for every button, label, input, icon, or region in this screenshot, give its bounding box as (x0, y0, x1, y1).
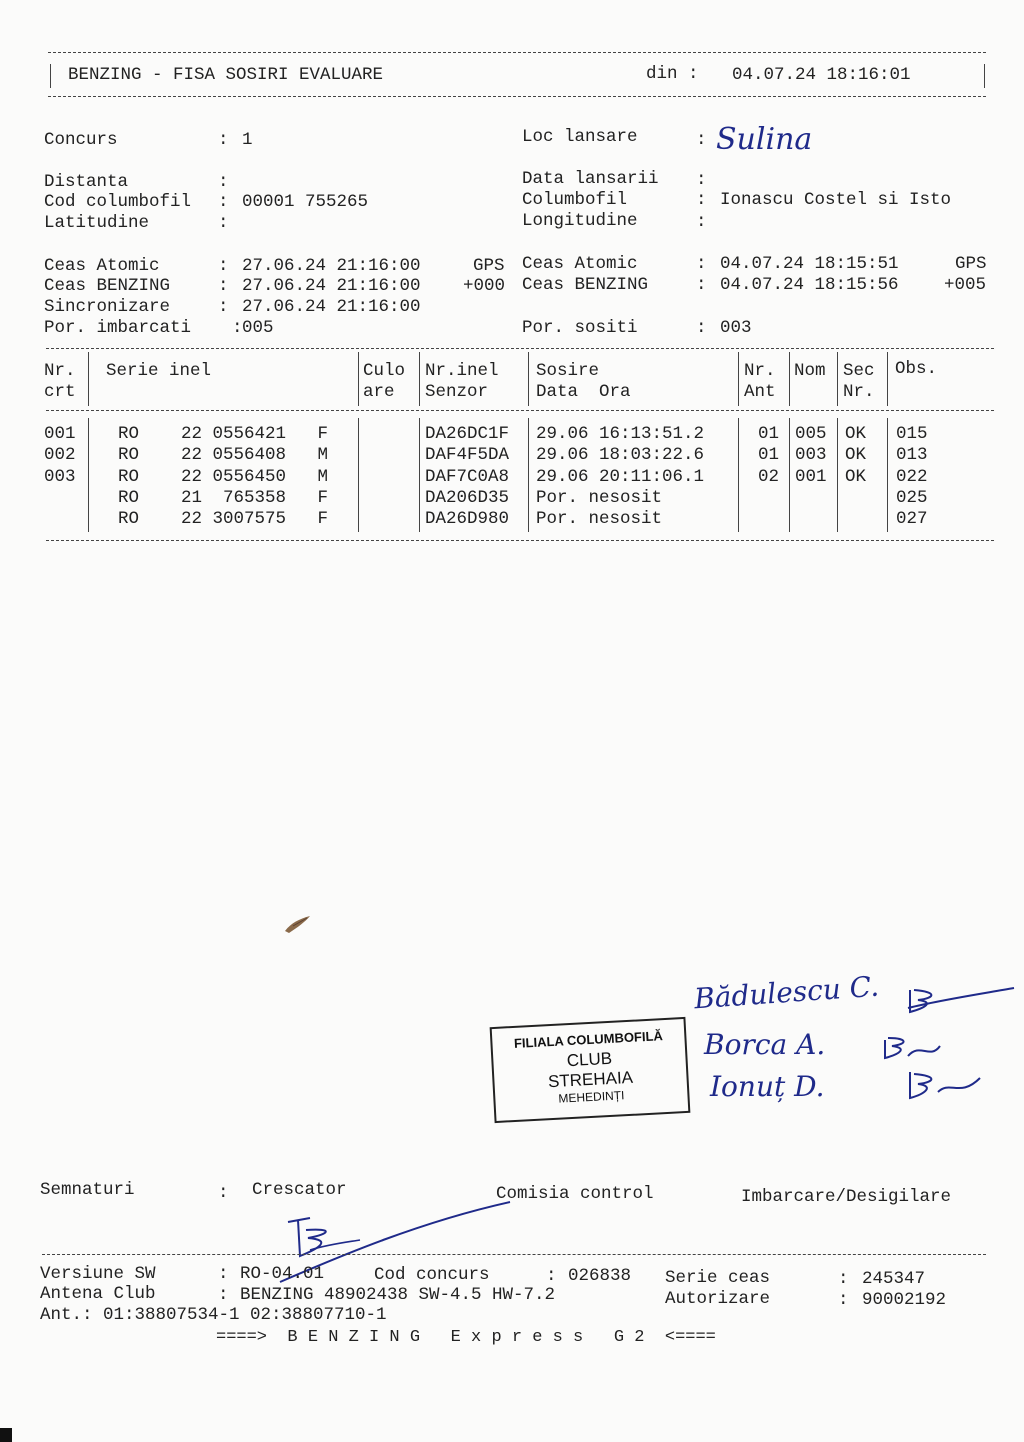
colon: : (696, 130, 707, 150)
ceas-atomic-suffix: GPS (955, 254, 987, 274)
feather-mark (283, 913, 313, 937)
cell-sosire: Por. nesosit (536, 487, 663, 508)
handwritten-signature-2: Borca A. (704, 1028, 826, 1061)
sincronizare-value: 27.06.24 21:16:00 (242, 297, 421, 317)
ceas-atomic-suffix: GPS (473, 256, 505, 276)
serie-ceas-label: Serie ceas (665, 1268, 771, 1288)
col-sep (887, 418, 888, 532)
col-sep (358, 352, 359, 406)
ceas-benzing-suffix: +005 (944, 275, 987, 295)
col-sep (88, 418, 89, 532)
colon: : (696, 212, 707, 232)
cell-sosire: Por. nesosit (536, 509, 663, 530)
stamp-line-1: FILIALA COLUMBOFILĂ (513, 1028, 664, 1051)
col-sep (837, 418, 838, 532)
columbofil-label: Columbofil (522, 190, 628, 210)
loc-lansare-label: Loc lansare (522, 127, 638, 147)
th-senzor: Senzor (425, 382, 489, 402)
th-sec: Sec (843, 361, 875, 381)
comisia-label: Comisia control (496, 1184, 654, 1204)
header-top-rule (48, 52, 986, 53)
cell-inel: DA26DC1F (425, 424, 510, 444)
latitudine-label: Latitudine (44, 213, 150, 233)
ant-line: Ant.: 01:38807534-1 02:38807710-1 (40, 1305, 387, 1325)
cell-sosire: 29.06 16:13:51.2 (536, 424, 705, 444)
ceas-benzing-label: Ceas BENZING (44, 276, 171, 296)
sositi-label: Por. sositi (522, 318, 638, 338)
cell-obs: 015 (896, 424, 928, 444)
header-right-bar (984, 64, 985, 88)
cell-serie: RO 21 765358 F (118, 487, 329, 508)
th-obs: Obs. (895, 359, 938, 379)
date-value: 04.07.24 18:16:01 (732, 65, 911, 85)
cell-ant: 01 (758, 445, 780, 466)
cell-sec: OK (845, 424, 867, 444)
cod-columbofil-value: 00001 755265 (242, 192, 369, 212)
cell-serie: RO 22 0556450 M (118, 466, 329, 487)
data-lansarii-label: Data lansarii (522, 169, 659, 189)
table-top-rule (46, 348, 994, 349)
col-sep (738, 418, 739, 532)
col-sep (837, 352, 838, 406)
serie-ceas-value: 245347 (862, 1269, 926, 1289)
col-sep (419, 352, 420, 406)
cell-obs: 027 (896, 509, 928, 530)
concurs-value: 1 (242, 130, 253, 150)
cell-nom: 003 (795, 445, 827, 466)
cell-nom: 001 (795, 466, 827, 487)
ceas-benzing-value: 04.07.24 18:15:56 (720, 275, 899, 295)
ceas-benzing-suffix: +000 (463, 276, 506, 296)
stamp-line-3: STREHAIA (547, 1067, 634, 1092)
cell-sec: OK (845, 445, 867, 466)
imbarcati-value: 005 (242, 318, 274, 338)
date-label: din : (646, 64, 699, 84)
header-bottom-rule (48, 96, 986, 97)
th-sec-nr: Nr. (843, 382, 875, 402)
cell-ant: 01 (758, 424, 780, 444)
th-sosire: Sosire (536, 361, 600, 381)
col-sep (528, 418, 529, 532)
th-culoare: Culo (363, 361, 406, 381)
th-data-ora: Data Ora (536, 382, 631, 402)
th-serie: Serie inel (106, 361, 212, 381)
colon: : (696, 275, 707, 295)
stamp-line-2: CLUB (566, 1048, 613, 1071)
autorizare-label: Autorizare (665, 1289, 771, 1309)
colon: : (696, 318, 707, 338)
handwritten-signature-1: Bădulescu C. (693, 969, 880, 1016)
th-nom: Nom (794, 361, 826, 381)
colon: : (696, 170, 707, 190)
cell-sec: OK (845, 466, 867, 487)
col-sep (88, 352, 89, 406)
cell-obs: 013 (896, 445, 928, 466)
imbarcati-label: Por. imbarcati (44, 318, 192, 338)
autorizare-value: 90002192 (862, 1290, 947, 1310)
colon: : (218, 1183, 229, 1203)
cell-inel: DAF4F5DA (425, 445, 510, 466)
cell-inel: DA206D35 (425, 487, 510, 508)
table-bottom-rule (46, 540, 994, 541)
col-sep (419, 418, 420, 532)
th-nr-inel: Nr.inel (425, 361, 499, 381)
col-sep (789, 352, 790, 406)
cod-columbofil-label: Cod columbofil (44, 192, 192, 212)
signature-scribbles (880, 980, 1020, 1110)
cell-nr: 001 (44, 424, 76, 444)
scan-corner-mark (0, 1428, 12, 1442)
colon: : (696, 190, 707, 210)
colon: : (696, 254, 707, 274)
sositi-value: 003 (720, 318, 752, 338)
cell-obs: 022 (896, 466, 928, 487)
table-header-rule (46, 410, 994, 411)
colon: : (218, 1285, 229, 1305)
brand-line: ====> B E N Z I N G E x p r e s s G 2 <==== (216, 1328, 716, 1347)
col-sep (887, 352, 888, 406)
colon: : (218, 276, 229, 296)
th-nr: Nr. (44, 361, 76, 381)
ceas-atomic-value: 04.07.24 18:15:51 (720, 254, 899, 274)
cell-ant: 02 (758, 466, 780, 487)
sincronizare-label: Sincronizare (44, 297, 171, 317)
handwritten-signature-3: Ionuț D. (710, 1070, 825, 1103)
concurs-label: Concurs (44, 130, 118, 150)
ceas-atomic-label: Ceas Atomic (522, 254, 638, 274)
semnaturi-label: Semnaturi (40, 1180, 135, 1200)
col-sep (789, 418, 790, 532)
colon: : (218, 130, 229, 150)
ceas-atomic-label: Ceas Atomic (44, 256, 160, 276)
th-culoare-2: are (363, 382, 395, 402)
cell-sosire: 29.06 18:03:22.6 (536, 445, 705, 466)
longitudine-label: Longitudine (522, 211, 638, 231)
header-left-bar (50, 64, 51, 88)
cell-obs: 025 (896, 487, 928, 508)
col-sep (528, 352, 529, 406)
colon: : (232, 318, 243, 338)
imbarcare-label: Imbarcare/Desigilare (741, 1187, 952, 1207)
cod-concurs-label: Cod concurs (374, 1265, 490, 1285)
ceas-benzing-label: Ceas BENZING (522, 275, 649, 295)
antena-label: Antena Club (40, 1284, 156, 1304)
th-ant: Ant (744, 382, 776, 402)
colon: : (838, 1290, 849, 1310)
cell-nom: 005 (795, 424, 827, 444)
columbofil-value: Ionascu Costel si Isto (720, 190, 952, 210)
cell-sosire: 29.06 20:11:06.1 (536, 466, 705, 487)
distanta-label: Distanta (44, 172, 129, 192)
cell-serie: RO 22 0556421 F (118, 424, 329, 444)
colon: : (218, 172, 229, 192)
colon: : (218, 1264, 229, 1284)
th-crt: crt (44, 382, 76, 402)
ceas-atomic-value: 27.06.24 21:16:00 (242, 256, 421, 276)
cell-serie: RO 22 0556408 M (118, 445, 329, 466)
page-title: BENZING - FISA SOSIRI EVALUARE (68, 65, 384, 85)
th-nr-ant: Nr. (744, 361, 776, 381)
ceas-benzing-value: 27.06.24 21:16:00 (242, 276, 421, 296)
cell-nr: 002 (44, 445, 76, 466)
cell-inel: DA26D980 (425, 509, 510, 530)
stamp-line-4: MEHEDINȚI (558, 1088, 625, 1106)
antena-value: BENZING 48902438 SW-4.5 HW-7.2 (240, 1285, 556, 1305)
versiune-value: RO-04.01 (240, 1264, 325, 1284)
colon: : (218, 256, 229, 276)
club-stamp (490, 1017, 691, 1123)
col-sep (358, 418, 359, 532)
cell-nr: 003 (44, 466, 76, 487)
cell-serie: RO 22 3007575 F (118, 509, 329, 530)
colon: : (218, 297, 229, 317)
colon: : (838, 1269, 849, 1289)
colon: : (546, 1266, 557, 1286)
versiune-label: Versiune SW (40, 1264, 156, 1284)
loc-lansare-handwritten: Sulina (716, 122, 813, 157)
cell-inel: DAF7C0A8 (425, 466, 510, 487)
footer-rule (42, 1254, 986, 1255)
colon: : (218, 192, 229, 212)
cod-concurs-value: 026838 (568, 1266, 632, 1286)
crescator-label: Crescator (252, 1180, 347, 1200)
col-sep (738, 352, 739, 406)
colon: : (218, 213, 229, 233)
